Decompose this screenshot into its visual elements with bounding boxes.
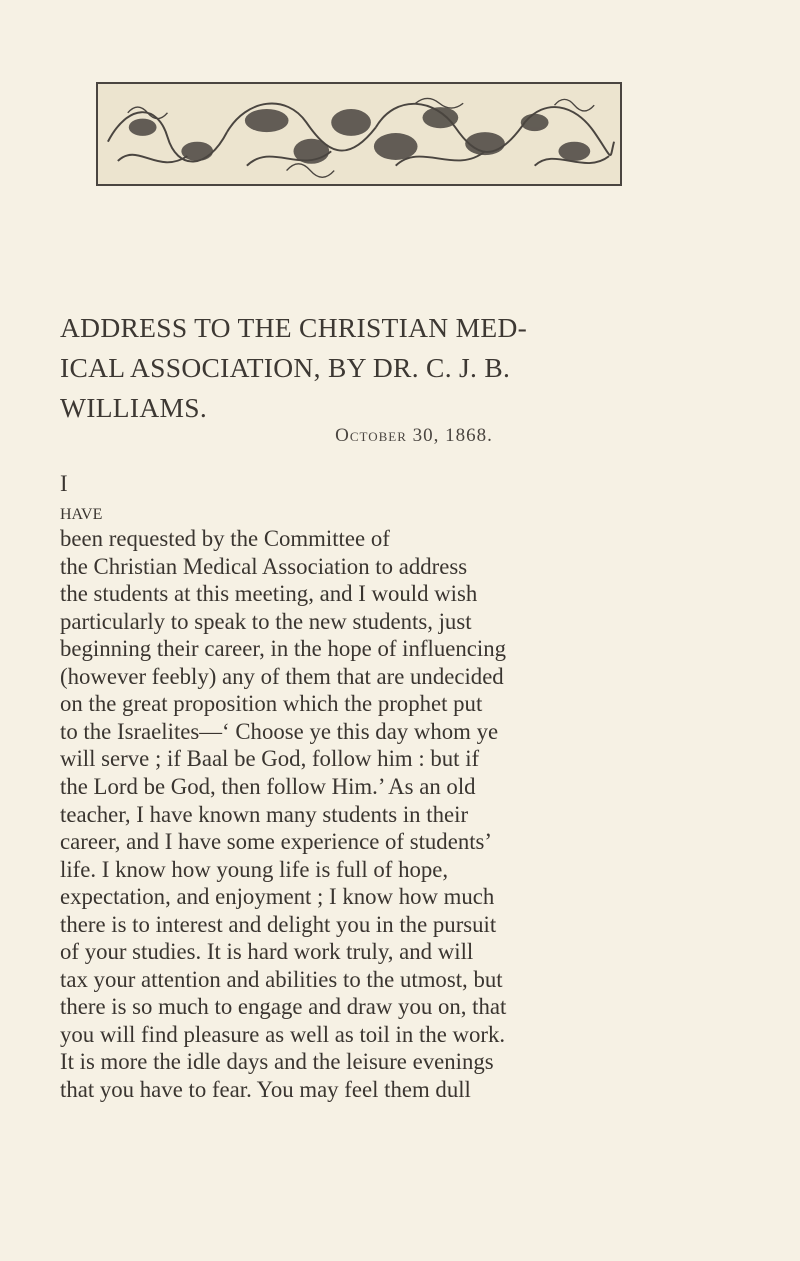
body-line: to the Israelites—‘ Choose ye this day whom ye [60, 718, 499, 744]
body-line-opening [60, 470, 720, 553]
body-text [60, 470, 720, 1104]
body-line: there is to interest and delight you in the pursuit [60, 911, 497, 937]
body-line: that you have to fear. You may feel them dull [60, 1077, 471, 1103]
title-line: ADDRESS TO THE CHRISTIAN MED- [60, 312, 528, 343]
body-line: the Christian Medical Association to address [60, 553, 468, 579]
opening-rest: been requested by the Committee of [60, 526, 390, 552]
address-date: October 30, 1868. [335, 425, 493, 446]
body-line: will serve ; if Baal be God, follow him : but if [60, 746, 480, 772]
body-line: It is more the idle days and the leisure evenings [60, 1049, 494, 1075]
body-line: the Lord be God, then follow Him.’ As an old [60, 774, 476, 800]
body-line: on the great proposition which the prophet put [60, 691, 483, 717]
body-line: teacher, I have known many students in their [60, 801, 469, 827]
body-line: career, and I have some experience of students’ [60, 829, 493, 855]
body-line: (however feebly) any of them that are undecided [60, 663, 504, 689]
opening-smallcaps: have [60, 498, 103, 524]
body-line: particularly to speak to the new students, just [60, 608, 472, 634]
body-line: the students at this meeting, and I would wish [60, 581, 478, 607]
title-line: WILLIAMS. [60, 392, 208, 423]
body-line: expectation, and enjoyment ; I know how much [60, 884, 495, 910]
body-line: you will find pleasure as well as toil in the work. [60, 1021, 506, 1047]
article-title [60, 308, 700, 428]
body-line: beginning their career, in the hope of influencing [60, 636, 506, 662]
body-line: tax your attention and abilities to the utmost, but [60, 966, 503, 992]
opening-dropword: I [60, 471, 68, 496]
body-line: there is so much to engage and draw you on, that [60, 994, 507, 1020]
body-line: of your studies. It is hard work truly, and will [60, 939, 474, 965]
body-line: life. I know how young life is full of hope, [60, 856, 449, 882]
ornamental-headpiece-icon [96, 82, 622, 186]
title-line: ICAL ASSOCIATION, BY DR. C. J. B. [60, 352, 511, 383]
